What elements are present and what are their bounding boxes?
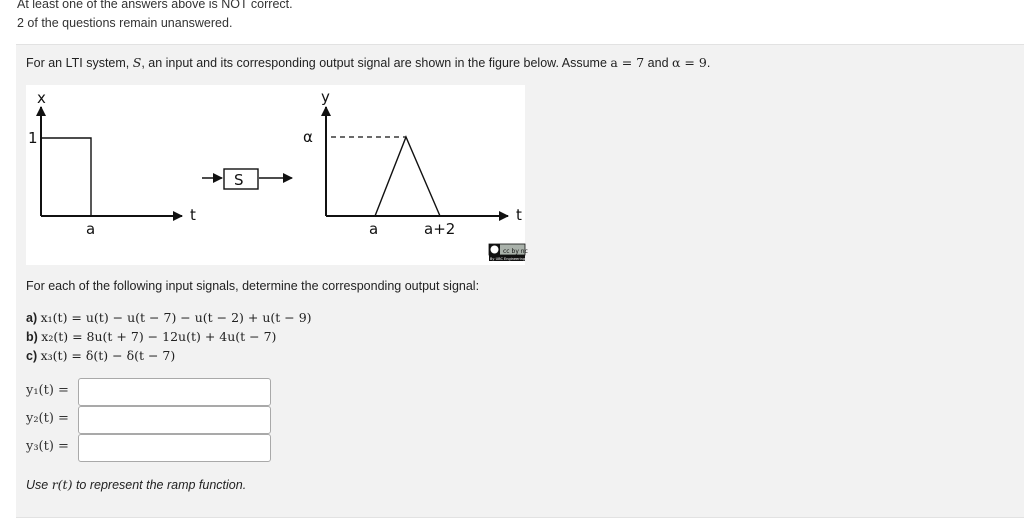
signal-tag: b) — [26, 330, 38, 344]
signal-tag: c) — [26, 349, 38, 363]
cc-license-badge — [489, 244, 528, 261]
alpha-label: α — [303, 128, 313, 146]
y2-label: y₂(t) = — [26, 411, 69, 426]
alpha-value: α = 9 — [672, 55, 707, 70]
hint-text-1: Use — [26, 478, 52, 492]
signal-expression: x₁(t) = u(t) − u(t − 7) − u(t − 2) + u(t − 9) — [40, 310, 312, 325]
y-label: y — [321, 88, 330, 106]
y1-label: y₁(t) = — [26, 383, 69, 398]
t-label-right: t — [516, 206, 522, 224]
a-label-left: a — [86, 220, 96, 238]
y3-label: y₃(t) = — [26, 439, 69, 454]
status-unanswered: 2 of the questions remain unanswered. — [17, 16, 233, 30]
prompt-text-2: , an input and its corresponding output signal are shown in the figure below. Assume — [141, 56, 611, 70]
input-signal-list — [26, 310, 312, 367]
input-pulse — [41, 138, 91, 216]
system-block-label: S — [234, 171, 244, 189]
hint-text-2: to represent the ramp function. — [72, 478, 247, 492]
a-label-right: a — [369, 220, 379, 238]
signal-item-b — [26, 329, 312, 348]
prompt-period: . — [706, 56, 711, 70]
question-prompt — [26, 55, 710, 70]
y3-answer-input[interactable] — [78, 434, 271, 462]
t-label-left: t — [190, 206, 196, 224]
question-panel — [16, 44, 1024, 518]
a-value: a = 7 — [610, 55, 645, 70]
one-label: 1 — [28, 129, 38, 147]
signal-tag: a) — [26, 311, 38, 325]
prompt-text-1: For an LTI system, — [26, 56, 133, 70]
hint-ramp-symbol: r(t) — [51, 477, 73, 492]
prompt-and: and — [644, 56, 673, 70]
signal-figure — [26, 85, 528, 265]
signal-expression: x₃(t) = δ(t) − δ(t − 7) — [40, 348, 176, 363]
signal-expression: x₂(t) = 8u(t + 7) − 12u(t) + 4u(t − 7) — [41, 329, 277, 344]
x-label: x — [37, 89, 46, 107]
system-symbol: S — [132, 55, 142, 70]
y1-answer-input[interactable] — [78, 378, 271, 406]
a-plus-2-label: a+2 — [424, 220, 456, 238]
license-badge-text: cc by nc — [503, 248, 528, 255]
ramp-function-hint — [26, 477, 246, 492]
output-triangle — [375, 137, 440, 216]
y2-answer-input[interactable] — [78, 406, 271, 434]
signal-item-a — [26, 310, 312, 329]
instruction-text: For each of the following input signals, determine the corresponding output signal: — [26, 279, 480, 293]
signal-item-c — [26, 348, 312, 367]
signal-diagram — [26, 85, 528, 265]
license-credit-text: By UBC Engineering — [490, 257, 526, 261]
status-not-correct: At least one of the answers above is NOT correct. — [17, 0, 293, 11]
